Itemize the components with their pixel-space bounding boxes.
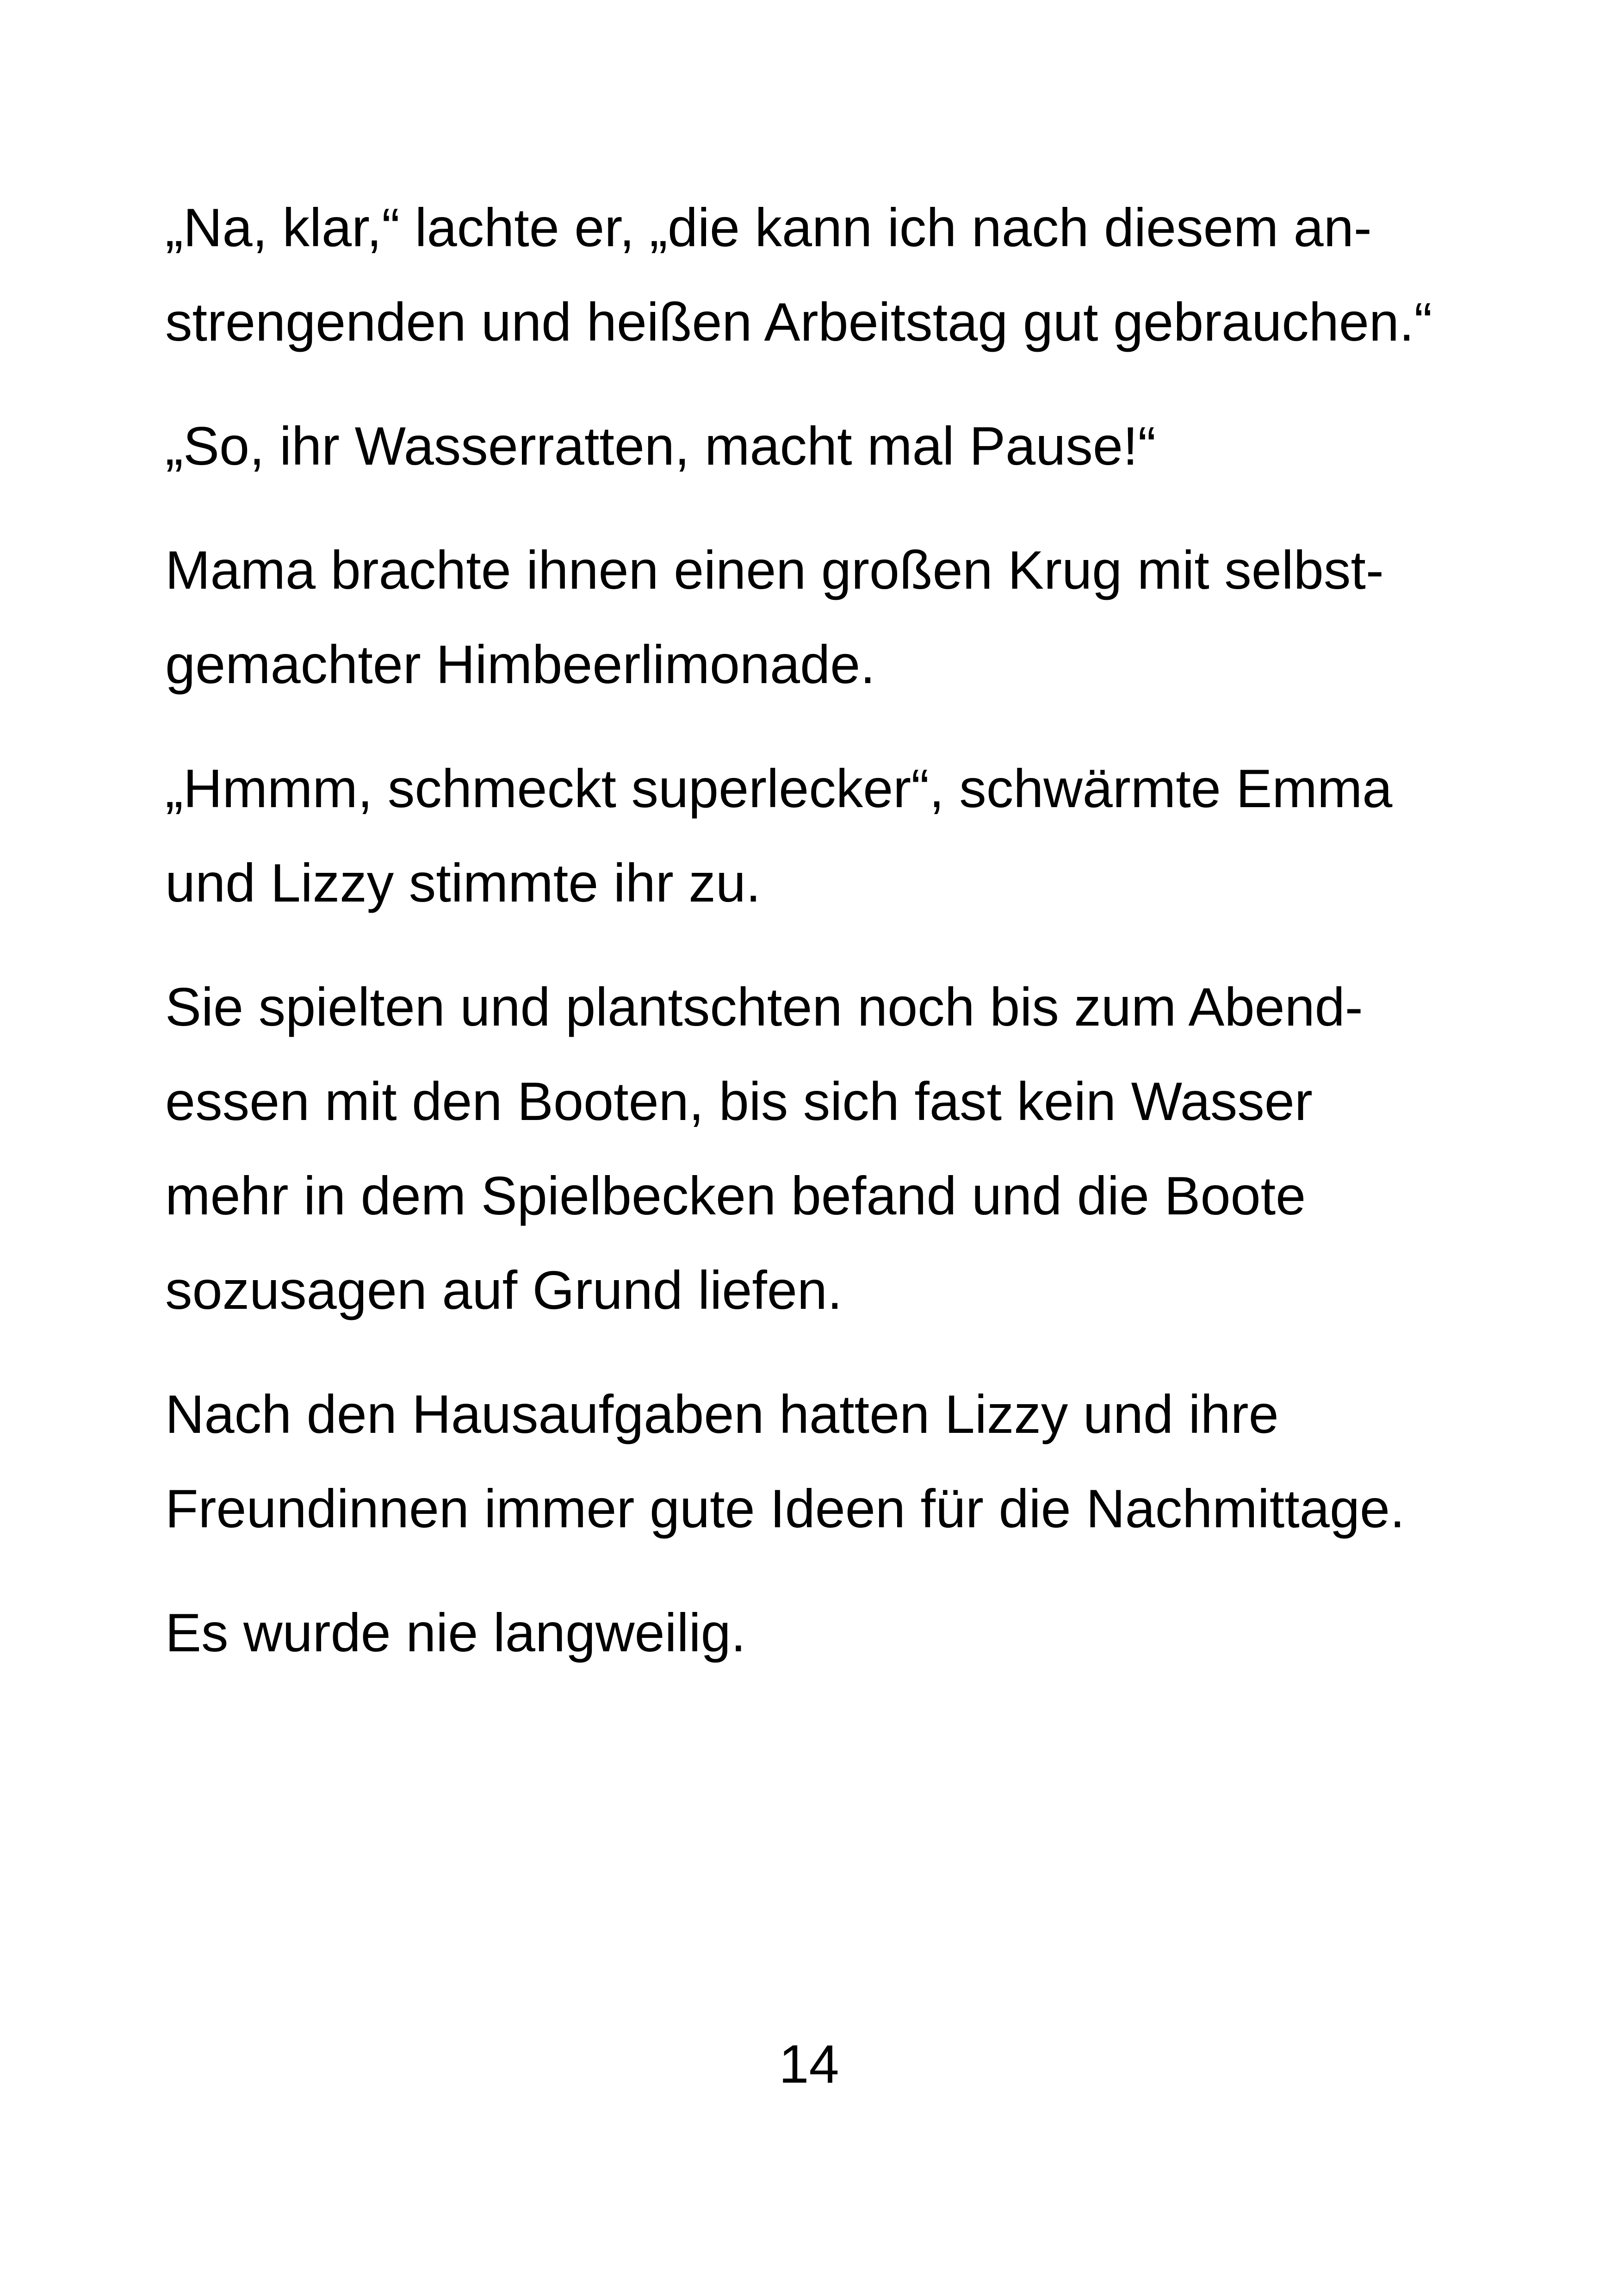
text-line: und Lizzy stimmte ihr zu.: [165, 852, 761, 913]
paragraph-7: [165, 1586, 1507, 1680]
text-line: „Na, klar,“ lachte er, „die kann ich nach diesem an-: [165, 197, 1372, 258]
text-line: Mama brachte ihnen einen großen Krug mit selbst-: [165, 540, 1384, 600]
body-text: [165, 180, 1507, 1710]
text-line: Sie spielten und plantschten noch bis zum Abend-: [165, 977, 1363, 1037]
text-line: Freundinnen immer gute Ideen für die Nachmittage.: [165, 1478, 1405, 1539]
paragraph-3: [165, 523, 1507, 712]
page-number: 14: [779, 2034, 839, 2094]
text-line: Nach den Hausaufgaben hatten Lizzy und ihre: [165, 1384, 1279, 1444]
text-line: mehr in dem Spielbecken befand und die Boote: [165, 1165, 1306, 1226]
text-line: „Hmmm, schmeckt superlecker“, schwärmte Emma: [165, 758, 1393, 819]
paragraph-1: [165, 180, 1507, 369]
text-line: sozusagen auf Grund liefen.: [165, 1260, 843, 1320]
text-line: gemachter Himbeerlimonade.: [165, 634, 875, 695]
text-line: strengenden und heißen Arbeitstag gut gebrauchen.“: [165, 292, 1432, 352]
text-line: essen mit den Booten, bis sich fast kein Wasser: [165, 1071, 1313, 1132]
paragraph-4: [165, 741, 1507, 930]
paragraph-2: [165, 399, 1507, 493]
paragraph-5: [165, 960, 1507, 1338]
text-line: „So, ihr Wasserratten, macht mal Pause!“: [165, 416, 1156, 476]
paragraph-6: [165, 1367, 1507, 1556]
text-line: Es wurde nie langweilig.: [165, 1602, 746, 1663]
